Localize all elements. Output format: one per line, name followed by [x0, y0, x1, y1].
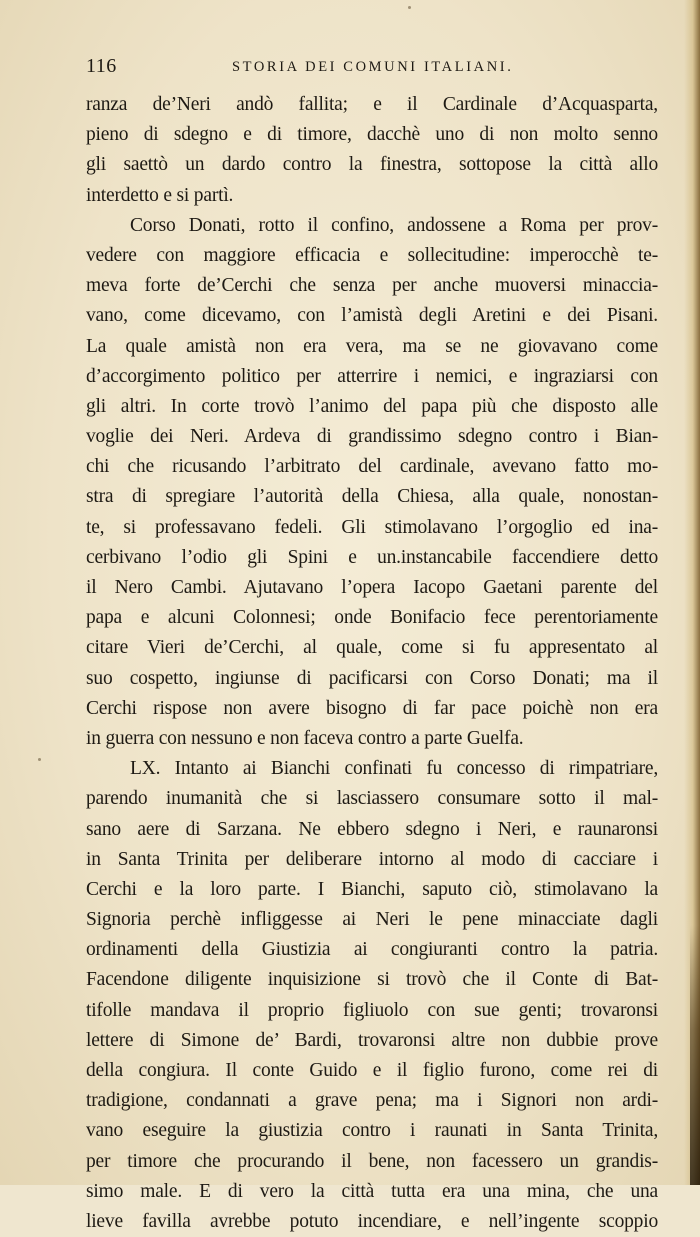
text-line: interdetto e si partì. — [86, 184, 234, 206]
text-line: in Santa Trinita per deliberare intorno al modo di cacciare i — [86, 848, 658, 870]
text-line: sano aere di Sarzana. Ne ebbero sdegno i Neri, e raunaronsi — [86, 818, 658, 840]
text-line: Facendone diligente inquisizione si trovò che il Conte di Bat- — [86, 969, 658, 991]
text-line: simo male. E di vero la città tutta era una mina, che una — [86, 1180, 658, 1202]
text-line: per timore che procurando il bene, non facessero un grandis- — [86, 1150, 658, 1172]
text-line: te, si professavano fedeli. Gli stimolavano l’orgoglio ed ina- — [86, 516, 658, 538]
text-line: cerbivano l’odio gli Spini e un.instancabile faccendiere detto — [86, 546, 658, 568]
running-title: STORIA DEI COMUNI ITALIANI. — [232, 59, 514, 75]
text-line: Corso Donati, rotto il confino, andossene a Roma per prov- — [130, 214, 658, 236]
page-corner-shadow — [690, 925, 700, 1185]
text-line: citare Vieri de’Cerchi, al quale, come si fu appresentato al — [86, 637, 658, 659]
page-header — [86, 55, 656, 85]
text-line: in guerra con nessuno e non faceva contro a parte Guelfa. — [86, 727, 524, 749]
text-line: stra di spregiare l’autorità della Chiesa, alla quale, nonostan- — [86, 486, 658, 508]
text-line: della congiura. Il conte Guido e il figlio furono, come rei di — [86, 1060, 658, 1081]
print-speck — [408, 6, 411, 9]
text-line: vano eseguire la giustizia contro i raunati in Santa Trinita, — [86, 1120, 658, 1142]
text-line: vedere con maggiore efficacia e sollecitudine: imperocchè te- — [86, 244, 658, 266]
text-line: lettere di Simone de’ Bardi, trovaronsi altre non dubbie prove — [86, 1029, 658, 1051]
text-line: chi che ricusando l’arbitrato del cardinale, avevano fatto mo- — [86, 456, 658, 478]
text-line: tifolle mandava il proprio figliuolo con sue genti; trovaronsi — [86, 999, 658, 1021]
text-line: ordinamenti della Giustizia ai congiuranti contro la patria. — [86, 939, 658, 961]
text-line: lieve favilla avrebbe potuto incendiare, e nell’ingente scoppio — [86, 1210, 658, 1232]
text-line: meva forte de’Cerchi che senza per anche muoversi minaccia- — [86, 275, 658, 297]
text-line: vano, come dicevamo, con l’amistà degli Aretini e dei Pisani. — [86, 305, 658, 327]
text-line: Signoria perchè infliggesse ai Neri le pene minacciate dagli — [86, 909, 658, 931]
text-line: pieno di sdegno e di timore, dacchè uno di non molto senno — [86, 124, 658, 146]
text-line: suo cospetto, ingiunse di pacificarsi con Corso Donati; ma il — [86, 667, 658, 689]
text-line: Cerchi e la loro parte. I Bianchi, saputo ciò, stimolavano la — [86, 878, 658, 900]
text-line: d’accorgimento politico per atterrire i nemici, e ingraziarsi con — [86, 365, 658, 387]
text-line: ranza de’Neri andò fallita; e il Cardinale d’Acquasparta, — [86, 94, 658, 115]
text-line: LX. Intanto ai Bianchi confinati fu concesso di rimpatriare, — [130, 758, 658, 780]
text-line: il Nero Cambi. Ajutavano l’opera Iacopo Gaetani parente del — [86, 577, 658, 598]
text-line: gli altri. In corte trovò l’animo del papa più che disposto alle — [86, 395, 658, 417]
text-line: gli saettò un dardo contro la finestra, sottopose la città allo — [86, 154, 658, 176]
text-line: tradigione, condannati a grave pena; ma i Signori non ardi- — [86, 1090, 658, 1112]
body-text — [86, 90, 658, 1237]
text-line: papa e alcuni Colonnesi; onde Bonifacio fece perentoriamente — [86, 607, 658, 629]
print-speck — [38, 758, 41, 761]
text-line: La quale amistà non era vera, ma se ne giovavano come — [86, 335, 658, 357]
text-line: voglie dei Neri. Ardeva di grandissimo sdegno contro i Bian- — [86, 426, 658, 448]
text-line: parendo inumanità che si lasciassero consumare sotto il mal- — [86, 788, 658, 810]
text-line: Cerchi rispose non avere bisogno di far pace poichè non era — [86, 697, 658, 719]
page-number: 116 — [86, 55, 117, 77]
